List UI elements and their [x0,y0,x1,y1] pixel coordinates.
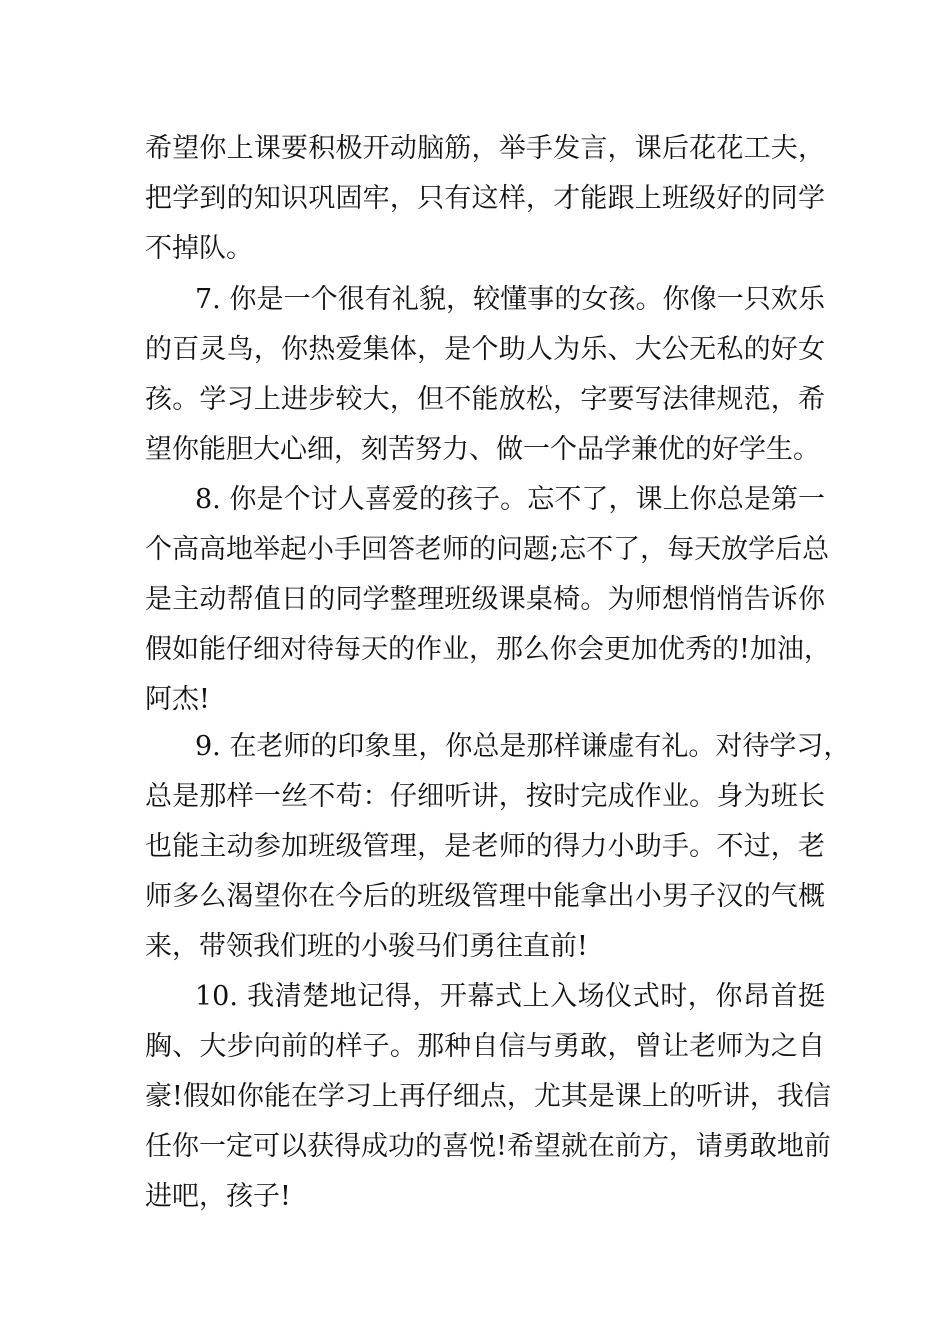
text-line: 是主动帮值日的同学整理班级课桌椅。为师想悄悄告诉你 [145,584,825,615]
text-line: 胸、大步向前的样子。那种自信与勇敢，曾让老师为之自 [145,1031,825,1062]
text-line: 个高高地举起小手回答老师的问题;忘不了，每天放学后总 [145,534,830,565]
text-line: 师多么渴望你在今后的班级管理中能拿出小男子汉的气概 [145,881,825,912]
text-line: 阿杰! [145,684,210,715]
text-line: 进吧，孩子! [145,1181,291,1212]
text-line: 孩。学习上进步较大，但不能放松，字要写法律规范，希 [145,384,825,415]
text-line: 总是那样一丝不苟：仔细听讲，按时完成作业。身为班长 [145,781,825,812]
text-line: 的百灵鸟，你热爱集体，是个助人为乐、大公无私的好女 [145,334,825,365]
text-line: 9. 在老师的印象里，你总是那样谦虚有礼。对待学习， [195,731,851,762]
text-line: 10. 我清楚地记得，开幕式上入场仪式时，你昂首挺 [195,981,825,1012]
text-line: 把学到的知识巩固牢，只有这样，才能跟上班级好的同学 [145,183,825,214]
text-line: 假如能仔细对待每天的作业，那么你会更加优秀的!加油， [145,634,831,665]
text-line: 7. 你是一个很有礼貌，较懂事的女孩。你像一只欢乐 [195,284,825,315]
text-line: 8. 你是个讨人喜爱的孩子。忘不了，课上你总是第一 [195,484,825,515]
text-line: 任你一定可以获得成功的喜悦!希望就在前方，请勇敢地前 [145,1131,831,1162]
text-line: 也能主动参加班级管理，是老师的得力小助手。不过，老 [145,831,825,862]
text-line: 望你能胆大心细，刻苦努力、做一个品学兼优的好学生。 [145,434,820,465]
text-line: 不掉队。 [145,233,253,264]
text-line: 豪!假如你能在学习上再仔细点，尤其是课上的听讲，我信 [145,1081,831,1112]
text-line: 来，带领我们班的小骏马们勇往直前! [145,931,588,962]
text-line: 希望你上课要积极开动脑筋，举手发言，课后花花工夫， [145,133,825,164]
